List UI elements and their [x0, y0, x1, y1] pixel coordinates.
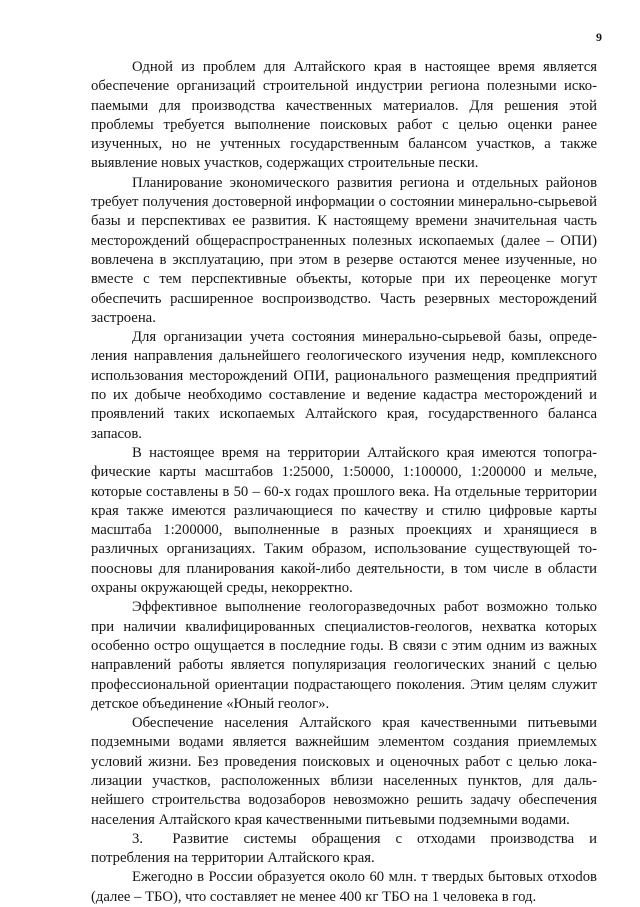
paragraph-economic-planning: Планирование экономического развития региона и отдельных районов требует получения достоверной информации о состоянии минерально-сырьевой базы и перспективах ее развития. К настоящему времени значительная часть месторождений общераспространенных полезных ископаемых (далее – ОПИ) вовлечена в эксплуатацию, при этом в резерве остаются менее изученные, но вместе с тем перспективные объекты, которые при их переоценке могут обеспечить расширенное воспроизводство. Часть резервных месторождений застроена.: [91, 174, 597, 326]
paragraph-drinking-water: Обеспечение населения Алтайского края качественными питьевыми подземными водами является важнейшим элементом создания приемлемых условий жизни. Без проведения поисковых и оценочных работ с целью локализации участков, расположенных вблизи населенных пунктов, для дальнейшего строительства водозаборов невозможно решить задачу обеспечения населения Алтайского края качественными питьевыми подземными водами.: [91, 715, 597, 828]
paragraph-geologists-training: Эффективное выполнение геологоразведочных работ возможно только при наличии квалифицированных специалистов-геологов, нехватка которых особенно остро ощущается в последние годы. В связи с этим одним из важных направлений работы является популяризация геологических знаний с целью профессиональной ориентации подрастающего поколения. Этим целям служит детское объединение «Юный геолог».: [91, 599, 597, 712]
paragraph-cadastre: Для организации учета состояния минерально-сырьевой базы, определения направления дальнейшего геологического изучения недр, комплексного использования месторождений ОПИ, рационального размещения предприятий по их добыче необходимо составление и ведение кадастра месторождений и проявлений таких ископаемых Алтайского края, государственного баланса запасов.: [91, 329, 597, 442]
paragraph-topographic-maps: В настоящее время на территории Алтайского края имеются топографические карты масштабов 1:25000, 1:50000, 1:100000, 1:200000 и мельче, которые составлены в 50 – 60-х годах прошлого века. На отдельные территории края также имеются различающиеся по качеству и стилю цифровые карты масштаба 1:200000, выполненные в разных проекциях и хранящиеся в различных организациях. Таким образом, использование существующей топоосновы для планирования какой-либо деятельности, в том числе в области охраны окружающей среды, некорректно.: [91, 444, 597, 597]
paragraph-solid-waste: Ежегодно в России образуется около 60 млн. т твердых бытовых отхоdов (далее – ТБО), что составляет не менее 400 кг ТБО на 1 человека в год.: [91, 869, 597, 905]
section-heading-waste-management: 3. Развитие системы обращения с отходами производства и потребления на территории Алтайского края.: [91, 830, 597, 867]
document-body: [91, 58, 597, 907]
page-number: 9: [596, 30, 602, 44]
paragraph-mineral-supply-problem: Одной из проблем для Алтайского края в настоящее время является обеспечение организаций строительной индустрии региона полезными ископаемыми для производства качественных материалов. Для решения этой проблемы требуется выполнение поисковых работ с целью оценки ранее изученных, но не учтенных государственным балансом участков, а также выявление новых участков, содержащих строительные пески.: [91, 59, 597, 172]
